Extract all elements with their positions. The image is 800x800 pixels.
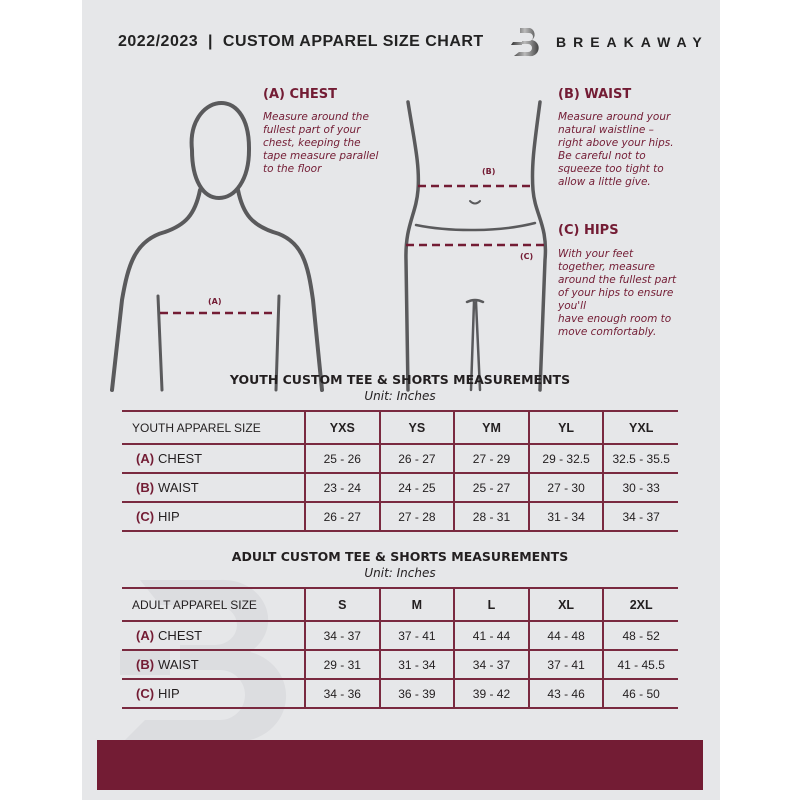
table-cell: 37 - 41 xyxy=(529,650,604,679)
chest-title: (A) CHEST xyxy=(263,87,338,102)
size-column-header: YXS xyxy=(305,411,380,444)
table-cell: 44 - 48 xyxy=(529,621,604,650)
measure-code: (C) xyxy=(136,509,155,524)
table-row xyxy=(122,473,678,502)
waist-title: (B) WAIST xyxy=(558,87,632,102)
table-row xyxy=(122,650,678,679)
measure-code: (B) xyxy=(136,480,155,495)
table-cell: 32.5 - 35.5 xyxy=(603,444,678,473)
brand-name: BREAKAWAY xyxy=(556,34,709,50)
adult-section-title: ADULT CUSTOM TEE & SHORTS MEASUREMENTS xyxy=(231,549,569,564)
table-cell: 28 - 31 xyxy=(454,502,529,531)
table-cell: 25 - 27 xyxy=(454,473,529,502)
table-cell: 26 - 27 xyxy=(380,444,455,473)
measure-label: WAIST xyxy=(158,480,199,495)
chest-description: Measure around the fullest part of your chest, keeping the tape measure parallel to the floor xyxy=(263,111,379,175)
table-row xyxy=(122,502,678,531)
page-title: 2022/2023 | CUSTOM APPAREL SIZE CHART xyxy=(118,33,484,50)
table-cell: 31 - 34 xyxy=(529,502,604,531)
table-cell: 27 - 28 xyxy=(380,502,455,531)
measure-label: CHEST xyxy=(158,451,203,466)
size-column-header: YS xyxy=(380,411,455,444)
table-cell: 34 - 37 xyxy=(454,650,529,679)
measure-label: CHEST xyxy=(158,628,203,643)
table-cell: 34 - 36 xyxy=(305,679,380,708)
table-row xyxy=(122,444,678,473)
table-cell: 26 - 27 xyxy=(305,502,380,531)
youth-section-title: YOUTH CUSTOM TEE & SHORTS MEASUREMENTS xyxy=(229,372,571,387)
table-row xyxy=(122,679,678,708)
size-column-header: XL xyxy=(529,588,604,621)
table-row xyxy=(122,621,678,650)
measure-name xyxy=(122,502,305,531)
table-cell: 37 - 41 xyxy=(380,621,455,650)
measure-name xyxy=(122,650,305,679)
size-column-header: S xyxy=(305,588,380,621)
measure-name xyxy=(122,621,305,650)
measure-code: (C) xyxy=(136,686,155,701)
size-column-header: 2XL xyxy=(603,588,678,621)
size-column-header: L xyxy=(454,588,529,621)
waist-marker-label: (B) xyxy=(482,167,496,176)
youth-unit: Unit: Inches xyxy=(364,389,436,403)
table-cell: 34 - 37 xyxy=(305,621,380,650)
measure-name xyxy=(122,444,305,473)
table-cell: 43 - 46 xyxy=(529,679,604,708)
size-column-header: YL xyxy=(529,411,604,444)
table-cell: 48 - 52 xyxy=(603,621,678,650)
measure-label: HIP xyxy=(158,509,180,524)
table-cell: 23 - 24 xyxy=(305,473,380,502)
table-header-row xyxy=(122,588,678,621)
measure-lines xyxy=(160,186,545,313)
table-cell: 27 - 29 xyxy=(454,444,529,473)
table-header-row xyxy=(122,411,678,444)
footer-bar xyxy=(97,740,703,790)
measure-code: (A) xyxy=(136,628,155,643)
table-cell: 30 - 33 xyxy=(603,473,678,502)
table-cell: 24 - 25 xyxy=(380,473,455,502)
table-cell: 39 - 42 xyxy=(454,679,529,708)
table-cell: 34 - 37 xyxy=(603,502,678,531)
table-cell: 41 - 44 xyxy=(454,621,529,650)
size-label-header: YOUTH APPAREL SIZE xyxy=(122,411,305,444)
hip-marker-label: (C) xyxy=(520,252,534,261)
measure-name xyxy=(122,679,305,708)
table-cell: 29 - 31 xyxy=(305,650,380,679)
table-cell: 46 - 50 xyxy=(603,679,678,708)
measure-code: (B) xyxy=(136,657,155,672)
chest-marker-label: (A) xyxy=(208,297,222,306)
waist-description: Measure around your natural waistline – right above your hips. Be careful not to squeeze too tight to allow a little give. xyxy=(558,111,674,188)
measure-label: HIP xyxy=(158,686,180,701)
hips-title: (C) HIPS xyxy=(558,223,619,238)
measure-name xyxy=(122,473,305,502)
size-label-header: ADULT APPAREL SIZE xyxy=(122,588,305,621)
adult-size-table xyxy=(122,587,678,709)
table-cell: 36 - 39 xyxy=(380,679,455,708)
size-column-header: YXL xyxy=(603,411,678,444)
measure-code: (A) xyxy=(136,451,155,466)
table-cell: 27 - 30 xyxy=(529,473,604,502)
size-column-header: YM xyxy=(454,411,529,444)
table-cell: 25 - 26 xyxy=(305,444,380,473)
table-cell: 31 - 34 xyxy=(380,650,455,679)
table-cell: 41 - 45.5 xyxy=(603,650,678,679)
adult-unit: Unit: Inches xyxy=(364,566,436,580)
size-column-header: M xyxy=(380,588,455,621)
youth-size-table xyxy=(122,410,678,532)
measure-label: WAIST xyxy=(158,657,199,672)
table-cell: 29 - 32.5 xyxy=(529,444,604,473)
hips-description: With your feet together, measure around the fullest part of your hips to ensure you'll have enough room to move comfortably. xyxy=(558,248,677,338)
